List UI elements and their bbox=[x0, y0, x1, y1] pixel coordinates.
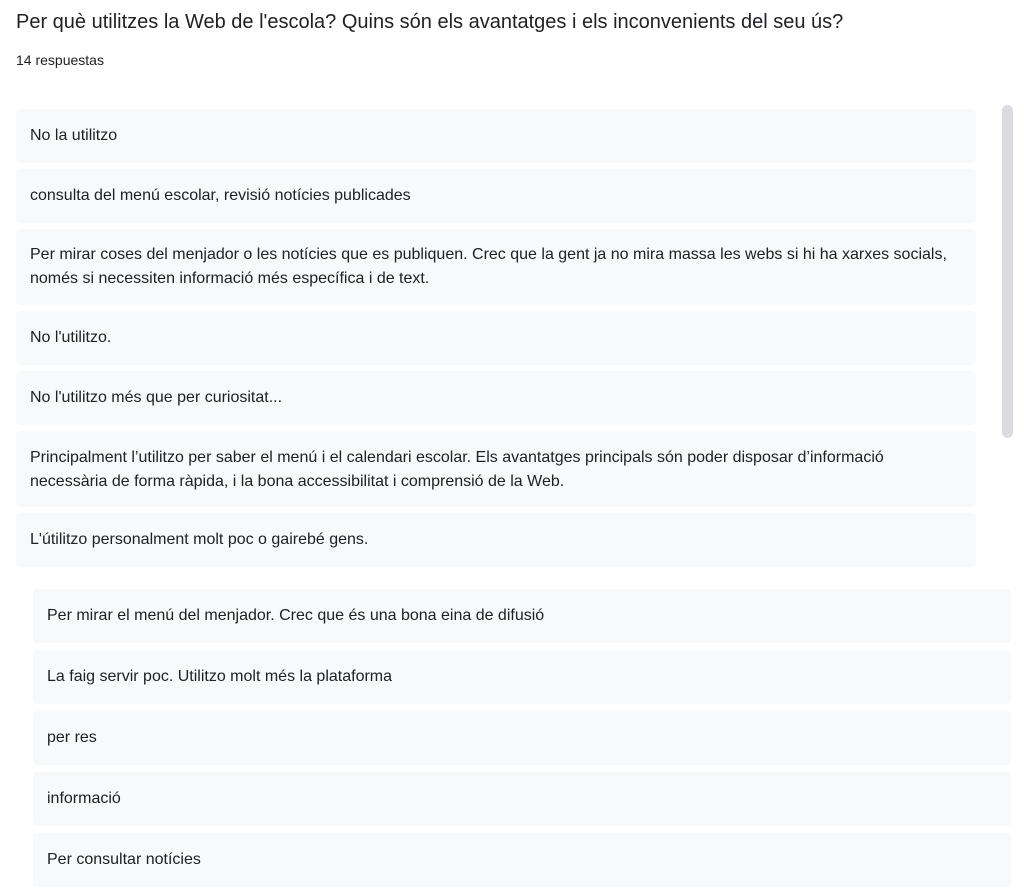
response-item: Per mirar coses del menjador o les notícies que es publiquen. Crec que la gent ja no mira massa les webs si hi ha xarxes socials, només si necessiten informació més específica i de text. bbox=[16, 229, 976, 305]
scrollbar-thumb[interactable] bbox=[1002, 105, 1013, 438]
response-item: No l'utilitzo més que per curiositat... bbox=[16, 371, 976, 425]
question-title: Per què utilitzes la Web de l'escola? Quins són els avantatges i els inconvenients del seu ús? bbox=[16, 11, 844, 33]
response-item: informació bbox=[33, 772, 1011, 826]
response-item: No la utilitzo bbox=[16, 109, 976, 163]
response-count: 14 respuestas bbox=[16, 52, 104, 68]
response-item: L'útilitzo personalment molt poc o gairebé gens. bbox=[16, 513, 976, 567]
response-item: consulta del menú escolar, revisió notícies publicades bbox=[16, 169, 976, 223]
response-item: per res bbox=[33, 711, 1011, 765]
response-item: No l'utilitzo. bbox=[16, 311, 976, 365]
response-item: Per mirar el menú del menjador. Crec que és una bona eina de difusió bbox=[33, 589, 1011, 643]
responses-list bbox=[16, 109, 976, 573]
responses-list-continued bbox=[33, 589, 1011, 894]
response-item: Principalment l’utilitzo per saber el menú i el calendari escolar. Els avantatges principals són poder disposar d’informació necessària de forma ràpida, i la bona accessibilitat i comprensió de la Web. bbox=[16, 431, 976, 507]
response-item: La faig servir poc. Utilitzo molt més la plataforma bbox=[33, 650, 1011, 704]
response-item: Per consultar notícies bbox=[33, 833, 1011, 887]
